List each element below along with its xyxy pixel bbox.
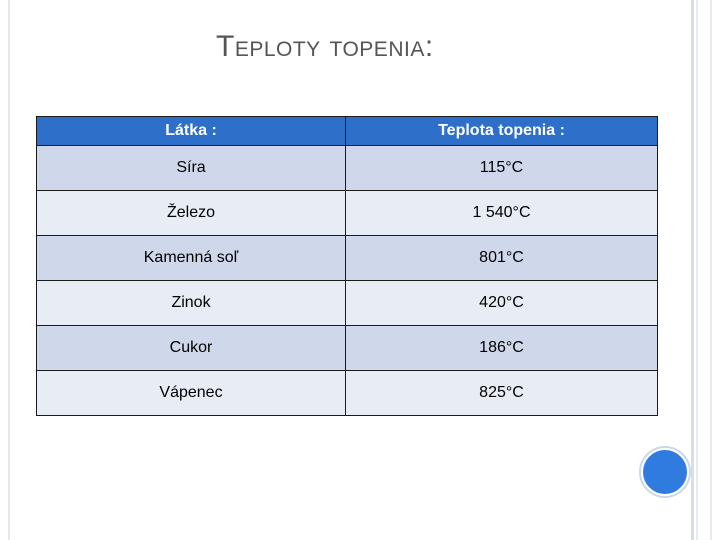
table-row xyxy=(37,146,658,191)
right-frame-line xyxy=(696,0,698,540)
table-row xyxy=(37,281,658,326)
header-melting-point: Teplota topenia : xyxy=(346,117,658,146)
cell-substance: Síra xyxy=(37,146,346,191)
table-row xyxy=(37,371,658,416)
cell-substance: Cukor xyxy=(37,326,346,371)
table-header-row xyxy=(37,117,658,146)
cell-substance: Vápenec xyxy=(37,371,346,416)
cell-melting-point: 420°C xyxy=(346,281,658,326)
melting-points-table xyxy=(36,116,658,416)
cell-melting-point: 186°C xyxy=(346,326,658,371)
left-frame-line xyxy=(8,0,10,540)
right-frame-line xyxy=(710,0,712,540)
cell-melting-point: 825°C xyxy=(346,371,658,416)
right-frame-line xyxy=(691,0,694,540)
cell-melting-point: 801°C xyxy=(346,236,658,281)
table-row xyxy=(37,236,658,281)
slide-title: Teploty topenia: xyxy=(216,30,434,63)
cell-melting-point: 115°C xyxy=(346,146,658,191)
cell-substance: Kamenná soľ xyxy=(37,236,346,281)
cell-substance: Železo xyxy=(37,191,346,236)
table-row xyxy=(37,191,658,236)
decorative-circle xyxy=(641,448,689,496)
header-substance: Látka : xyxy=(37,117,346,146)
cell-melting-point: 1 540°C xyxy=(346,191,658,236)
table-row xyxy=(37,326,658,371)
cell-substance: Zinok xyxy=(37,281,346,326)
